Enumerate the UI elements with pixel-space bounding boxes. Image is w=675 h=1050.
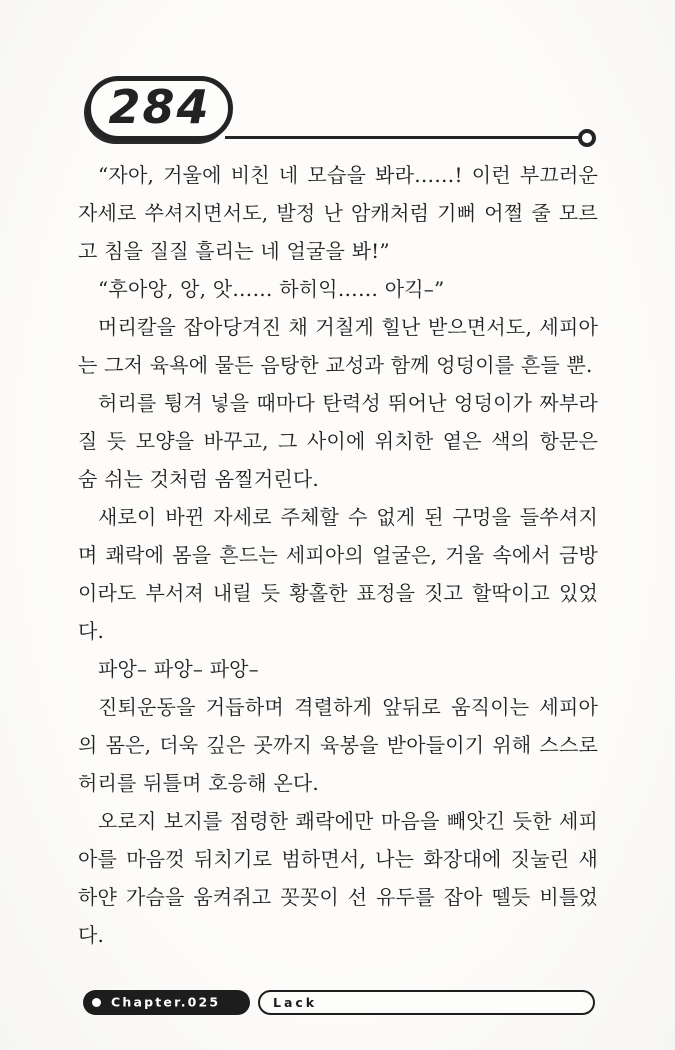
text-line: 의 몸은, 더욱 깊은 곳까지 육봉을 받아들이기 위해 스스로 (78, 733, 598, 757)
header-rule-end-ring-icon (578, 129, 596, 147)
paragraph (78, 802, 598, 954)
header-rule (225, 136, 583, 139)
text-line: 며 쾌락에 몸을 흔드는 세피아의 얼굴은, 거울 속에서 금방 (78, 543, 598, 567)
text-line: 이라도 부서져 내릴 듯 황홀한 표정을 짓고 할딱이고 있었 (78, 581, 598, 605)
text-line: 진퇴운동을 거듭하며 격렬하게 앞뒤로 움직이는 세피아 (98, 695, 598, 719)
chapter-label: Chapter.025 (111, 994, 221, 1010)
text-line: 자세로 쑤셔지면서도, 발정 난 암캐처럼 기뻐 어쩔 줄 모르 (78, 201, 598, 225)
paragraph (78, 308, 598, 384)
paragraph (78, 156, 598, 270)
text-line: 오로지 보지를 점령한 쾌락에만 마음을 빼앗긴 듯한 세피 (98, 809, 598, 833)
text-line: 하얀 가슴을 움켜쥐고 꼿꼿이 선 유두를 잡아 뗄듯 비틀었 (78, 885, 598, 909)
paragraph (78, 688, 598, 802)
text-line: 허리를 뒤틀며 호응해 온다. (78, 771, 319, 795)
paragraph (78, 650, 598, 688)
text-line: 허리를 튕겨 넣을 때마다 탄력성 뛰어난 엉덩이가 짜부라 (98, 391, 598, 415)
paragraph (78, 384, 598, 498)
body-text (78, 156, 598, 954)
text-line: 아를 마음껏 뒤치기로 범하면서, 나는 화장대에 짓눌린 새 (78, 847, 598, 871)
page-number: 284 (108, 79, 211, 134)
paragraph (78, 498, 598, 650)
text-line: “후아앙, 앙, 앗…… 하히익…… 아긱–” (98, 277, 445, 301)
text-line: 파앙– 파앙– 파앙– (98, 657, 259, 681)
text-line: 다. (78, 619, 105, 643)
text-line: 질 듯 모양을 바꾸고, 그 사이에 위치한 옅은 색의 항문은 (78, 429, 598, 453)
text-line: 숨 쉬는 것처럼 옴찔거린다. (78, 467, 319, 491)
chapter-badge (83, 990, 250, 1015)
title-label: Lack (273, 995, 318, 1010)
title-badge (258, 990, 595, 1015)
text-line: “자아, 거울에 비친 네 모습을 봐라……! 이런 부끄러운 (98, 163, 598, 187)
text-line: 다. (78, 923, 105, 947)
chapter-bullet-icon (92, 998, 101, 1007)
text-line: 고 침을 질질 흘리는 네 얼굴을 봐!” (78, 239, 390, 263)
paragraph (78, 270, 598, 308)
page-number-badge (86, 76, 233, 141)
text-line: 새로이 바뀐 자세로 주체할 수 없게 된 구멍을 들쑤셔지 (98, 505, 598, 529)
text-line: 머리칼을 잡아당겨진 채 거칠게 힐난 받으면서도, 세피아 (98, 315, 598, 339)
text-line: 는 그저 육욕에 물든 음탕한 교성과 함께 엉덩이를 흔들 뿐. (78, 353, 593, 377)
